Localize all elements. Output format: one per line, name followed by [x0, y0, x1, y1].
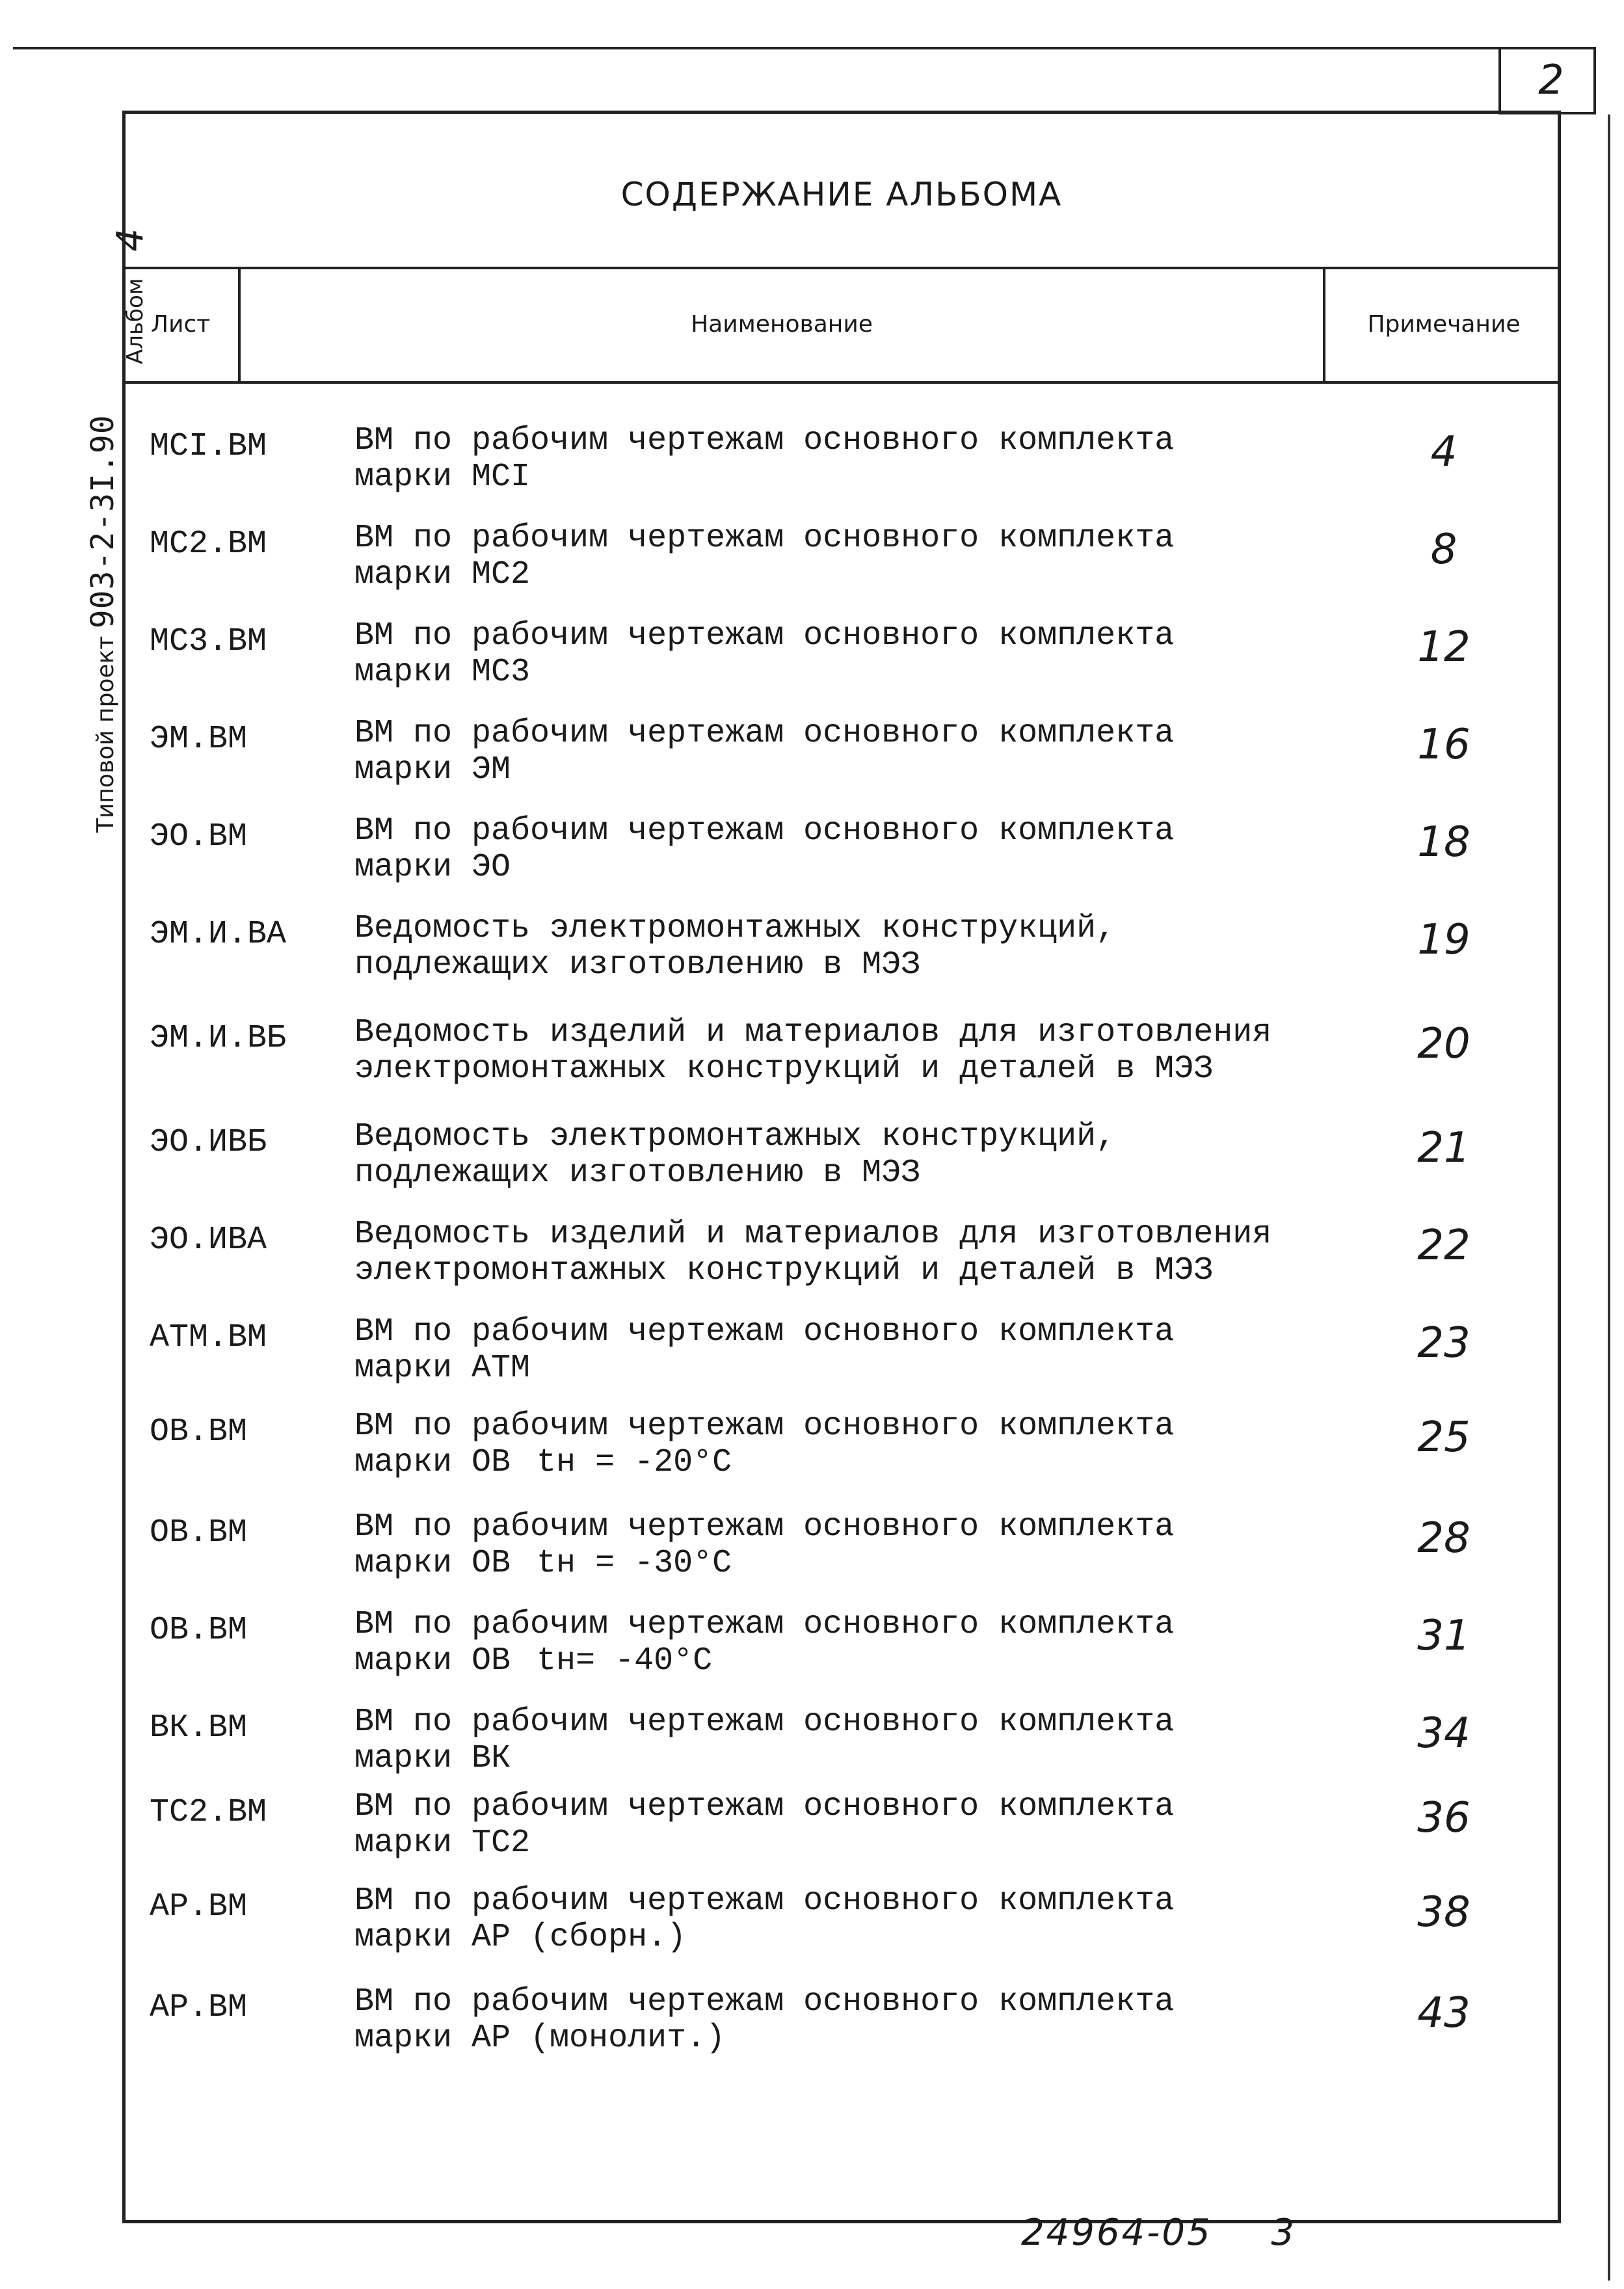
row-sheet-code: ЭМ.И.ВБ	[150, 1020, 287, 1057]
row-page-number: 23	[1417, 1319, 1471, 1367]
row-page-number: 16	[1417, 721, 1471, 769]
row-sheet-code: АР.ВМ	[150, 1989, 248, 2026]
row-page-number: 28	[1417, 1514, 1471, 1562]
footer-page-number: 3	[1271, 2212, 1297, 2254]
row-sheet-code: ОВ.ВМ	[150, 1413, 248, 1451]
row-temperature-note: tн = -30°С	[537, 1545, 732, 1582]
header-column-divider-2	[1323, 267, 1325, 384]
row-title	[354, 520, 1174, 593]
row-title-line2: марки ОВ	[354, 1444, 511, 1481]
row-sheet-code: ЭО.ИВБ	[150, 1124, 267, 1161]
row-title-line1: ВМ по рабочим чертежам основного комплекта	[354, 1408, 1175, 1445]
row-page-number: 25	[1417, 1413, 1471, 1462]
row-title-line2: марки ОВ	[354, 1642, 511, 1680]
row-page-number: 38	[1417, 1888, 1471, 1936]
row-title	[354, 1607, 1174, 1680]
album-label: Альбом	[122, 278, 148, 364]
row-title-line2: марки МС3	[354, 654, 531, 691]
row-page-number: 19	[1417, 916, 1471, 964]
row-title-line2: марки ВК	[354, 1740, 511, 1777]
row-title-line2: электромонтажных конструкций и деталей в МЭЗ	[354, 1051, 1214, 1088]
row-sheet-code: ОВ.ВМ	[150, 1612, 248, 1649]
row-page-number: 22	[1417, 1222, 1471, 1270]
table-row	[0, 1883, 1624, 1981]
row-sheet-code: ЭМ.ВМ	[150, 721, 248, 758]
row-title-line1: ВМ по рабочим чертежам основного комплекта	[354, 715, 1175, 752]
row-title	[354, 423, 1174, 496]
row-page-number: 20	[1417, 1020, 1471, 1068]
table-row	[0, 1607, 1624, 1704]
row-temperature-note: tн= -40°С	[537, 1642, 713, 1680]
row-title-line2: марки МС2	[354, 556, 531, 593]
row-title	[354, 1408, 1174, 1481]
row-title-line2: марки ЭО	[354, 849, 511, 886]
row-sheet-code: ВК.ВМ	[150, 1709, 248, 1747]
table-row	[0, 1704, 1624, 1802]
row-page-number: 4	[1430, 428, 1458, 476]
row-title-line2: марки АТМ	[354, 1350, 531, 1387]
row-temperature-note: tн = -20°С	[537, 1444, 732, 1481]
row-title-line1: ВМ по рабочим чертежам основного комплекта	[354, 1606, 1175, 1643]
row-title-line1: ВМ по рабочим чертежам основного комплекта	[354, 1882, 1175, 1920]
table-row	[0, 423, 1624, 520]
row-title	[354, 1704, 1174, 1777]
column-header-sheet: Лист	[151, 311, 211, 338]
table-row	[0, 1509, 1624, 1607]
row-title-line1: Ведомость изделий и материалов для изготовления	[354, 1014, 1272, 1051]
row-title-line1: ВМ по рабочим чертежам основного комплекта	[354, 812, 1175, 850]
row-sheet-code: АТМ.ВМ	[150, 1319, 267, 1356]
row-title-line2: марки ОВ	[354, 1545, 511, 1582]
row-page-number: 18	[1417, 818, 1471, 866]
table-row	[0, 1408, 1624, 1506]
table-row	[0, 520, 1624, 618]
row-title	[354, 1119, 1115, 1192]
row-title	[354, 1789, 1174, 1862]
table-row	[0, 618, 1624, 716]
table-row	[0, 1119, 1624, 1216]
row-sheet-code: ЭО.ВМ	[150, 818, 248, 855]
row-title	[354, 1984, 1174, 2057]
row-page-number: 43	[1417, 1989, 1471, 2037]
table-row	[0, 911, 1624, 1008]
table-row	[0, 1216, 1624, 1314]
row-title	[354, 1216, 1271, 1289]
row-page-number: 21	[1417, 1124, 1471, 1172]
row-title-line1: Ведомость изделий и материалов для изготовления	[354, 1216, 1272, 1253]
row-sheet-code: ТС2.ВМ	[150, 1794, 267, 1831]
header-bottom-divider	[122, 381, 1561, 384]
table-row	[0, 1984, 1624, 2082]
row-sheet-code: МС3.ВМ	[150, 623, 267, 660]
row-title	[354, 813, 1174, 886]
row-title-line1: ВМ по рабочим чертежам основного комплекта	[354, 1983, 1175, 2020]
row-title-line2: подлежащих изготовлению в МЭЗ	[354, 1155, 921, 1192]
row-title-line1: ВМ по рабочим чертежам основного комплекта	[354, 1508, 1175, 1546]
row-title-line2: марки МСI	[354, 459, 531, 496]
row-sheet-code: ЭМ.И.ВА	[150, 916, 287, 953]
row-title-line1: ВМ по рабочим чертежам основного комплекта	[354, 1704, 1175, 1741]
row-title	[354, 716, 1174, 788]
row-title-line1: ВМ по рабочим чертежам основного комплекта	[354, 1788, 1175, 1825]
row-title	[354, 1314, 1174, 1387]
row-title-line2: марки АР (сборн.)	[354, 1919, 687, 1956]
row-title-line1: Ведомость электромонтажных конструкций,	[354, 1118, 1116, 1155]
row-page-number: 8	[1430, 526, 1458, 574]
row-page-number: 36	[1417, 1794, 1471, 1842]
table-row	[0, 1015, 1624, 1112]
row-page-number: 31	[1417, 1612, 1471, 1660]
row-title-line1: Ведомость электромонтажных конструкций,	[354, 910, 1116, 947]
page-title: СОДЕРЖАНИЕ АЛЬБОМА	[620, 176, 1063, 213]
row-title-line2: марки ЭМ	[354, 751, 511, 788]
row-title-line1: ВМ по рабочим чертежам основного комплекта	[354, 1313, 1175, 1350]
row-sheet-code: МСI.ВМ	[150, 428, 267, 465]
project-code: 903-2-3I.90	[85, 414, 121, 629]
table-row	[0, 1789, 1624, 1886]
row-title-line1: ВМ по рабочим чертежам основного комплекта	[354, 520, 1175, 557]
row-title	[354, 1015, 1271, 1088]
row-sheet-code: ОВ.ВМ	[150, 1514, 248, 1551]
row-title-line2: электромонтажных конструкций и деталей в МЭЗ	[354, 1252, 1214, 1289]
inventory-number: 24964-05	[1021, 2212, 1212, 2254]
album-number: 4	[109, 228, 152, 252]
row-title	[354, 1883, 1174, 1956]
row-title-line2: марки АР (монолит.)	[354, 2020, 726, 2057]
row-page-number: 34	[1417, 1709, 1471, 1758]
column-header-note: Примечание	[1367, 311, 1521, 338]
top-rule	[13, 47, 1593, 49]
row-title	[354, 1509, 1174, 1582]
table-row	[0, 813, 1624, 911]
row-sheet-code: МС2.ВМ	[150, 526, 267, 563]
row-sheet-code: ЭО.ИВА	[150, 1222, 267, 1259]
header-top-divider	[122, 267, 1561, 269]
table-row	[0, 1314, 1624, 1412]
table-row	[0, 716, 1624, 813]
row-title-line2: подлежащих изготовлению в МЭЗ	[354, 946, 921, 984]
row-title-line1: ВМ по рабочим чертежам основного комплекта	[354, 617, 1175, 654]
row-title-line1: ВМ по рабочим чертежам основного комплекта	[354, 422, 1175, 459]
footer-inventory	[1021, 2212, 1296, 2254]
sheet-number: 2	[1538, 56, 1564, 103]
row-title-line2: марки ТС2	[354, 1825, 531, 1862]
project-label: Типовой проект	[92, 636, 119, 833]
column-header-name: Наименование	[691, 311, 873, 338]
row-page-number: 12	[1417, 623, 1471, 671]
row-sheet-code: АР.ВМ	[150, 1888, 248, 1925]
row-title	[354, 911, 1115, 984]
row-title	[354, 618, 1174, 691]
